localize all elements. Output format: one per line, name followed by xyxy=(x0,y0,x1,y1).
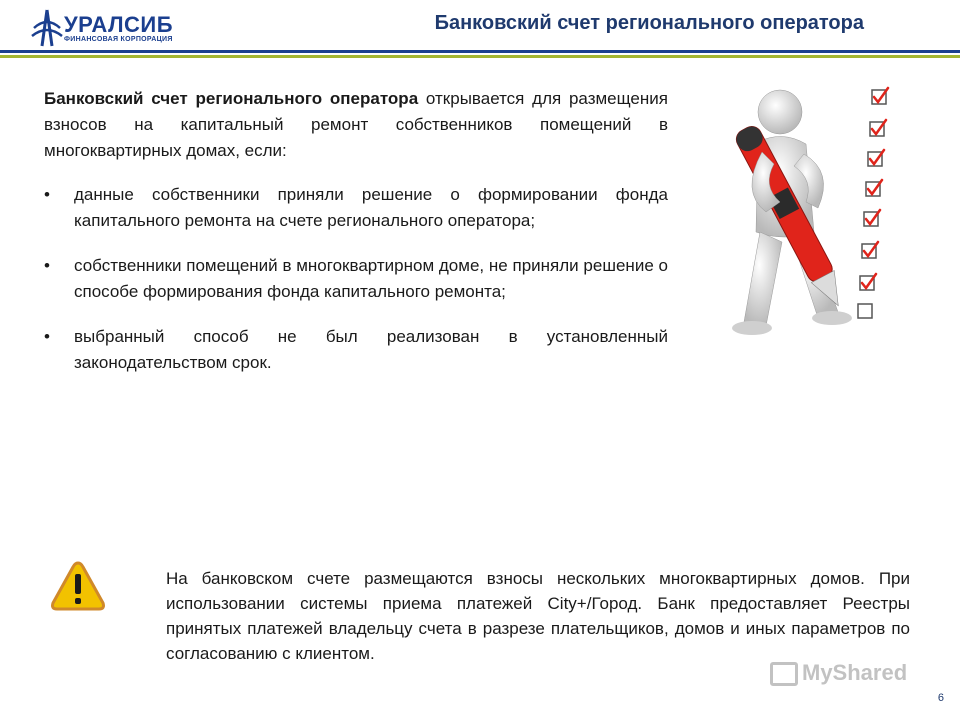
warning-triangle-icon xyxy=(50,560,106,612)
intro-text: открывается для размещения взносов на капитальный ремонт собственников помещений в многоквартирных домах, если: xyxy=(44,89,668,160)
bullet-marker: • xyxy=(44,327,50,346)
list-item xyxy=(44,182,668,234)
person-with-pen-checklist-icon xyxy=(722,82,898,356)
list-item-text: выбранный способ не был реализован в установленный законодательством срок. xyxy=(74,327,668,372)
intro-paragraph xyxy=(44,86,668,164)
page-title: Банковский счет регионального оператора xyxy=(434,12,864,34)
conditions-list xyxy=(44,182,668,376)
watermark xyxy=(770,660,907,686)
logo-subtext: ФИНАНСОВАЯ КОРПОРАЦИЯ xyxy=(64,36,173,43)
intro-bold: Банковский счет регионального оператора xyxy=(44,89,419,108)
bullet-marker: • xyxy=(44,185,50,204)
info-note: На банковском счете размещаются взносы нескольких многоквартирных домов. При использовании системы приема платежей City+/Город. Банк предоставляет Реестры принятых платежей владельцу счета в разрезе плательщиков, домов и иных параметров по согласованию с клиентом. xyxy=(166,569,910,663)
list-item xyxy=(44,324,668,376)
list-item-text: данные собственники приняли решение о формировании фонда капитального ремонта на счете регионального оператора; xyxy=(74,185,668,230)
uralsib-logo-icon xyxy=(30,8,64,48)
list-item xyxy=(44,253,668,305)
header-divider-blue xyxy=(0,50,960,53)
header-divider-green xyxy=(0,55,960,58)
logo-text: УРАЛСИБ xyxy=(64,12,174,37)
main-content xyxy=(44,86,668,395)
page-number: 6 xyxy=(937,692,944,704)
watermark-text: MyShared xyxy=(802,660,908,685)
watermark-icon xyxy=(770,662,798,686)
list-item-text: собственники помещений в многоквартирном доме, не приняли решение о способе формирования фонда капитального ремонта; xyxy=(74,256,668,301)
bullet-marker: • xyxy=(44,256,50,275)
